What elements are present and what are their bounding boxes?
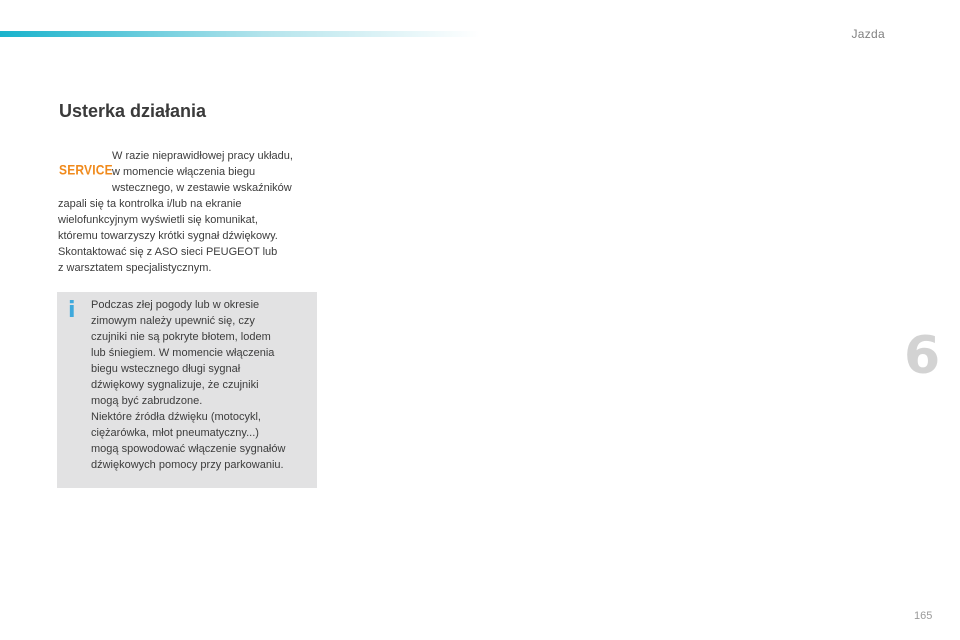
text-line: zimowym należy upewnić się, czy — [91, 315, 255, 327]
header-accent-bar — [0, 31, 480, 37]
text-line: lub śniegiem. W momencie włączenia — [91, 347, 275, 359]
text-line: wielofunkcyjnym wyświetli się komunikat, — [58, 214, 258, 226]
text-line: dźwiękowych pomocy przy parkowaniu. — [91, 459, 284, 471]
info-box-text — [91, 297, 285, 473]
text-line: mogą być zabrudzone. — [91, 395, 203, 407]
page-number: 165 — [914, 610, 933, 622]
service-warning-icon: SERVICE — [59, 161, 113, 179]
text-line: wstecznego, w zestawie wskaźników — [112, 182, 292, 194]
text-line: ciężarówka, młot pneumatyczny...) — [91, 427, 259, 439]
info-icon: i — [68, 298, 76, 323]
text-line: biegu wstecznego długi sygnał — [91, 363, 241, 375]
paragraph-indented — [112, 148, 293, 196]
paragraph-full — [58, 196, 278, 276]
text-line: Skontaktować się z ASO sieci PEUGEOT lub — [58, 246, 278, 258]
text-line: w momencie włączenia biegu — [112, 166, 256, 178]
text-line: mogą spowodować włączenie sygnałów — [91, 443, 286, 455]
text-line: Podczas złej pogody lub w okresie — [91, 299, 260, 311]
text-line: z warsztatem specjalistycznym. — [58, 262, 212, 274]
chapter-number: 6 — [904, 326, 941, 386]
text-line: czujniki nie są pokryte błotem, lodem — [91, 331, 271, 343]
section-heading: Usterka działania — [59, 101, 207, 121]
text-line: dźwiękowy sygnalizuje, że czujniki — [91, 379, 259, 391]
section-label: Jazda — [851, 27, 885, 41]
text-line: zapali się ta kontrolka i/lub na ekranie — [58, 198, 242, 210]
text-line: W razie nieprawidłowej pracy układu, — [112, 150, 293, 162]
text-line: Niektóre źródła dźwięku (motocykl, — [91, 411, 261, 423]
text-line: któremu towarzyszy krótki sygnał dźwiękowy. — [58, 230, 278, 242]
